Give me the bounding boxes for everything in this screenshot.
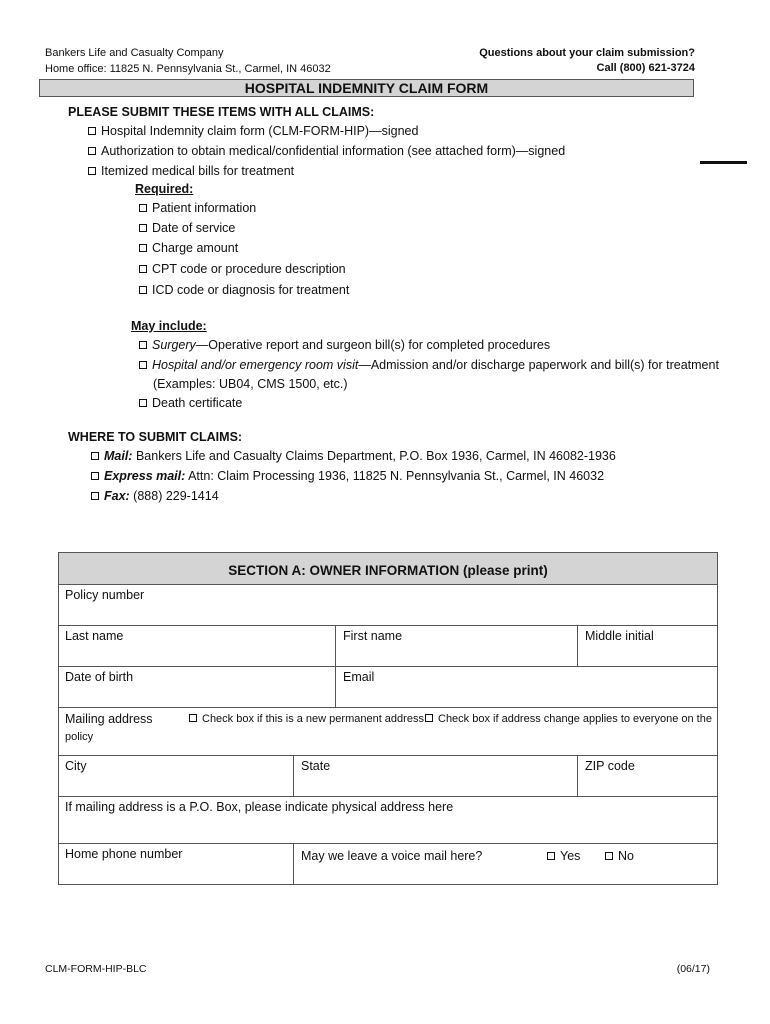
address-change-checkbox[interactable]: Check box if address change applies to everyone on the: [425, 713, 712, 725]
row-divider: [59, 707, 717, 708]
checkbox-icon[interactable]: [547, 852, 555, 860]
required-item: Charge amount: [139, 241, 238, 255]
checkbox-icon[interactable]: [139, 286, 147, 294]
voicemail-yes-checkbox[interactable]: Yes: [547, 849, 580, 863]
checkbox-icon[interactable]: [139, 244, 147, 252]
examples-text: (Examples: UB04, CMS 1500, etc.): [153, 377, 348, 391]
express-line: Express mail: Attn: Claim Processing 1936, 11825 N. Pennsylvania St., Carmel, IN 46032: [91, 469, 604, 483]
checkbox-icon[interactable]: [91, 472, 99, 480]
checkbox-icon[interactable]: [139, 224, 147, 232]
phone-number: Call (800) 621-3724: [596, 62, 695, 74]
row-divider: [59, 843, 717, 844]
row-divider: [59, 625, 717, 626]
checkbox-icon[interactable]: [139, 265, 147, 273]
margin-dash: [700, 161, 747, 164]
col-divider: [293, 755, 294, 796]
required-heading: Required:: [135, 182, 194, 196]
checkbox-icon[interactable]: [425, 714, 433, 722]
row-divider: [59, 755, 717, 756]
checkbox-icon[interactable]: [91, 492, 99, 500]
checkbox-icon[interactable]: [605, 852, 613, 860]
policy-number-field[interactable]: Policy number: [65, 588, 145, 602]
first-name-field[interactable]: First name: [343, 629, 403, 643]
submit-heading: PLEASE SUBMIT THESE ITEMS WITH ALL CLAIMS:: [68, 105, 375, 119]
section-a-table: [58, 552, 718, 885]
voicemail-question: May we leave a voice mail here?: [301, 849, 483, 863]
may-include-heading: May include:: [131, 319, 207, 333]
form-code: CLM-FORM-HIP-BLC: [45, 963, 147, 975]
checkbox-icon[interactable]: [139, 361, 147, 369]
form-title: HOSPITAL INDEMNITY CLAIM FORM: [39, 79, 694, 97]
physical-address-field[interactable]: If mailing address is a P.O. Box, please indicate physical address here: [65, 800, 454, 814]
checkbox-icon[interactable]: [139, 399, 147, 407]
required-item: Date of service: [139, 221, 235, 235]
checklist-item: Itemized medical bills for treatment: [88, 164, 294, 178]
mailing-address-field[interactable]: Mailing address: [65, 712, 153, 726]
where-heading: WHERE TO SUBMIT CLAIMS:: [68, 430, 243, 444]
new-address-checkbox[interactable]: Check box if this is a new permanent address: [189, 713, 424, 725]
col-divider: [577, 625, 578, 666]
zip-code-field[interactable]: ZIP code: [585, 759, 635, 773]
checkbox-icon[interactable]: [88, 167, 96, 175]
mail-line: Mail: Bankers Life and Casualty Claims Department, P.O. Box 1936, Carmel, IN 46082-1936: [91, 449, 616, 463]
checkbox-icon[interactable]: [189, 714, 197, 722]
home-office: Home office: 11825 N. Pennsylvania St., Carmel, IN 46032: [45, 63, 331, 75]
company-name: Bankers Life and Casualty Company: [45, 47, 224, 59]
questions-text: Questions about your claim submission?: [479, 47, 695, 59]
checkbox-icon[interactable]: [88, 147, 96, 155]
required-item: ICD code or diagnosis for treatment: [139, 283, 349, 297]
checkbox-icon[interactable]: [88, 127, 96, 135]
col-divider: [577, 755, 578, 796]
checkbox-icon[interactable]: [139, 204, 147, 212]
fax-line: Fax: (888) 229-1414: [91, 489, 219, 503]
col-divider: [293, 843, 294, 885]
checkbox-icon[interactable]: [139, 341, 147, 349]
city-field[interactable]: City: [65, 759, 87, 773]
voicemail-no-checkbox[interactable]: No: [605, 849, 634, 863]
checkbox-icon[interactable]: [91, 452, 99, 460]
section-a-title: SECTION A: OWNER INFORMATION (please print): [59, 553, 717, 585]
row-divider: [59, 666, 717, 667]
last-name-field[interactable]: Last name: [65, 629, 124, 643]
col-divider: [335, 625, 336, 707]
state-field[interactable]: State: [301, 759, 331, 773]
email-field[interactable]: Email: [343, 670, 375, 684]
policy-wrap-text: policy: [65, 731, 94, 743]
checklist-item: Authorization to obtain medical/confidential information (see attached form)—signed: [88, 144, 565, 158]
checklist-item: Hospital Indemnity claim form (CLM-FORM-HIP)—signed: [88, 124, 418, 138]
required-item: CPT code or procedure description: [139, 262, 346, 276]
date-of-birth-field[interactable]: Date of birth: [65, 670, 134, 684]
middle-initial-field[interactable]: Middle initial: [585, 629, 654, 643]
home-phone-field[interactable]: Home phone number: [65, 847, 183, 861]
row-divider: [59, 796, 717, 797]
required-item: Patient information: [139, 201, 256, 215]
may-include-item: Death certificate: [139, 396, 242, 410]
may-include-item: Surgery—Operative report and surgeon bill(s) for completed procedures: [139, 338, 550, 352]
may-include-item: Hospital and/or emergency room visit—Admission and/or discharge paperwork and bill(s) for treatment: [139, 358, 719, 372]
form-version: (06/17): [676, 963, 710, 975]
